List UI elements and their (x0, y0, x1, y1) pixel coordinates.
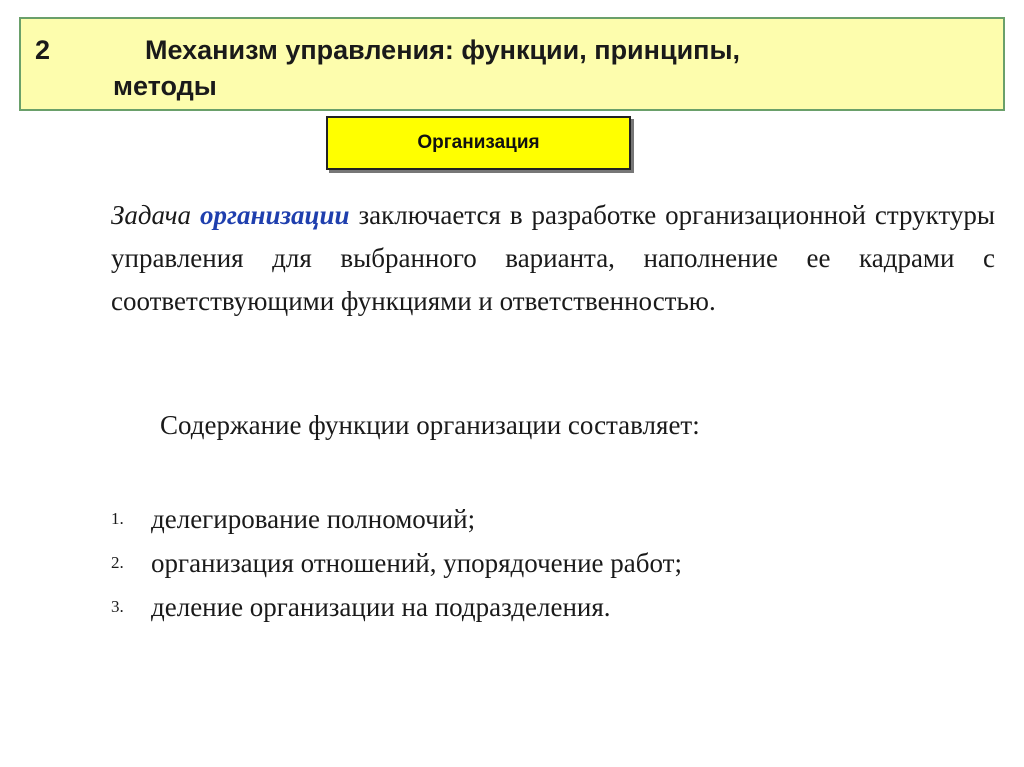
list-text: деление организации на подразделения. (151, 592, 611, 622)
paragraph-lead: Задача (111, 200, 192, 230)
section-label-text: Организация (417, 132, 540, 153)
task-paragraph (111, 194, 995, 323)
list-number: 1. (111, 509, 124, 528)
list-text: делегирование полномочий; (151, 504, 476, 534)
function-list (111, 497, 682, 629)
content-intro: Содержание функции организации составляет: (160, 410, 700, 440)
list-text: организация отношений, упорядочение работ; (151, 548, 682, 578)
title-number: 2 (35, 35, 51, 65)
paragraph-rest: заключается в разработке организационной структуры управления для выбранного варианта, наполнение ее кадрами с соответствующими функциями и ответственностью. (111, 200, 995, 316)
title-line-2: методы (113, 71, 217, 101)
list-item (111, 585, 682, 629)
list-item (111, 497, 682, 541)
list-number: 2. (111, 553, 124, 572)
list-number: 3. (111, 597, 124, 616)
title-line-1: Механизм управления: функции, принципы, (145, 35, 741, 65)
paragraph-accent: организации (199, 200, 350, 230)
section-label (326, 116, 631, 170)
title-box (19, 17, 1005, 111)
list-item (111, 541, 682, 585)
